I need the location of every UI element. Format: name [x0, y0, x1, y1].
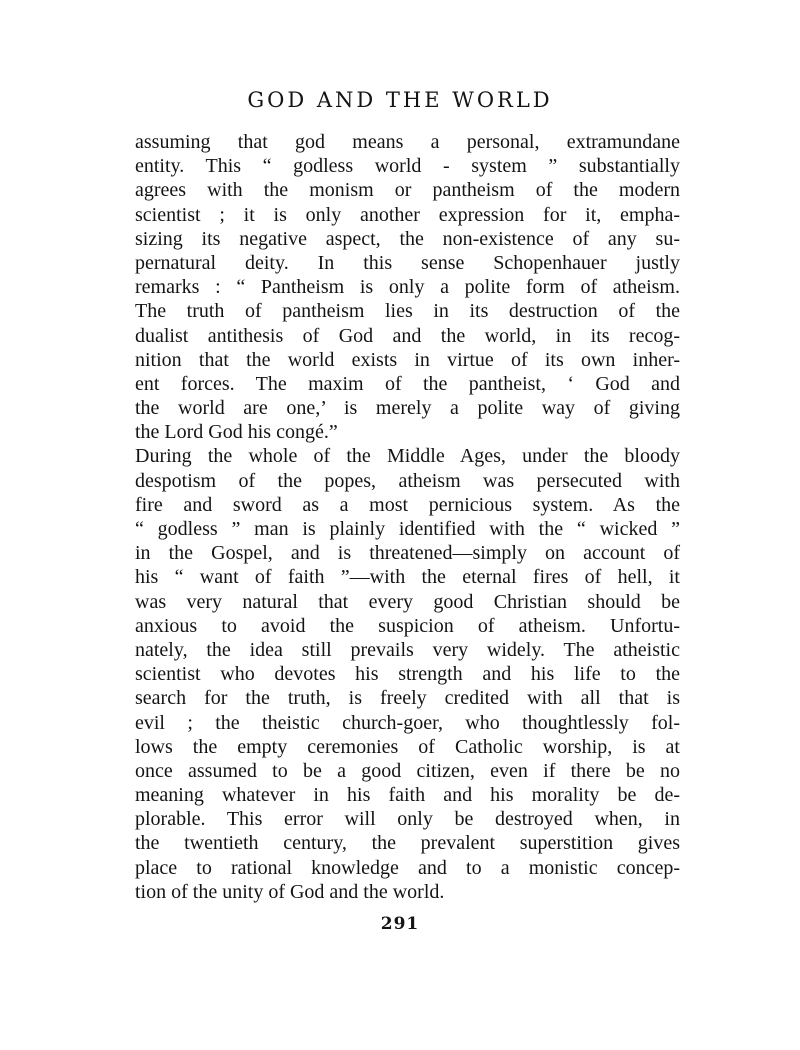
text-line: “ godless ” man is plainly identified with the “ wicked ”	[135, 518, 680, 540]
text-line: in the Gospel, and is threatened—simply on account of	[135, 542, 680, 565]
text-line: assuming that god means a personal, extramundane	[135, 131, 680, 153]
text-line: anxious to avoid the suspicion of atheism. Unfortu-	[135, 614, 680, 637]
text-line: dualist antithesis of God and the world, in its recog-	[135, 324, 680, 347]
text-line: the world are one,’ is merely a polite way of giving	[135, 397, 680, 420]
text-line: evil ; the theistic church-goer, who thoughtlessly fol-	[135, 711, 680, 734]
text-line: place to rational knowledge and to a monistic concep-	[135, 856, 680, 879]
text-line: remarks : “ Pantheism is only a polite form of atheism.	[135, 276, 680, 299]
text-line: agrees with the monism or pantheism of the modern	[135, 179, 680, 202]
text-line: was very natural that every good Christian should be	[135, 590, 680, 613]
text-line: his “ want of faith ”—with the eternal fires of hell, it	[135, 566, 680, 589]
body-text	[135, 130, 680, 904]
text-line: once assumed to be a good citizen, even if there be no	[135, 759, 680, 782]
text-line: despotism of the popes, atheism was persecuted with	[135, 469, 680, 492]
text-line: scientist ; it is only another expression for it, empha-	[135, 203, 680, 226]
paragraph-2	[135, 444, 680, 904]
text-line: pernatural deity. In this sense Schopenhauer justly	[135, 251, 680, 274]
page-number: 291	[380, 914, 420, 934]
text-line: sizing its negative aspect, the non-existence of any su-	[135, 227, 680, 250]
paragraph-1	[135, 130, 680, 444]
text-line: nately, the idea still prevails very widely. The atheistic	[135, 638, 680, 661]
text-line: scientist who devotes his strength and his life to the	[135, 663, 680, 686]
text-line: lows the empty ceremonies of Catholic worship, is at	[135, 735, 680, 758]
text-line: The truth of pantheism lies in its destruction of the	[135, 300, 680, 323]
text-line: fire and sword as a most pernicious system. As the	[135, 493, 680, 516]
text-line: entity. This “ godless world - system ” substantially	[135, 155, 680, 178]
text-line: the Lord God his congé.”	[135, 421, 338, 444]
text-line: search for the truth, is freely credited with all that is	[135, 687, 680, 710]
text-line: ent forces. The maxim of the pantheist, ‘ God and	[135, 372, 680, 395]
text-line: meaning whatever in his faith and his morality be de-	[135, 784, 680, 807]
text-line: tion of the unity of God and the world.	[135, 880, 445, 903]
text-line: plorable. This error will only be destroyed when, in	[135, 808, 680, 831]
text-line: During the whole of the Middle Ages, under the bloody	[135, 445, 680, 468]
text-line: the twentieth century, the prevalent superstition gives	[135, 832, 680, 855]
running-title: GOD AND THE WORLD	[247, 88, 553, 112]
text-line: nition that the world exists in virtue of its own inher-	[135, 348, 680, 371]
